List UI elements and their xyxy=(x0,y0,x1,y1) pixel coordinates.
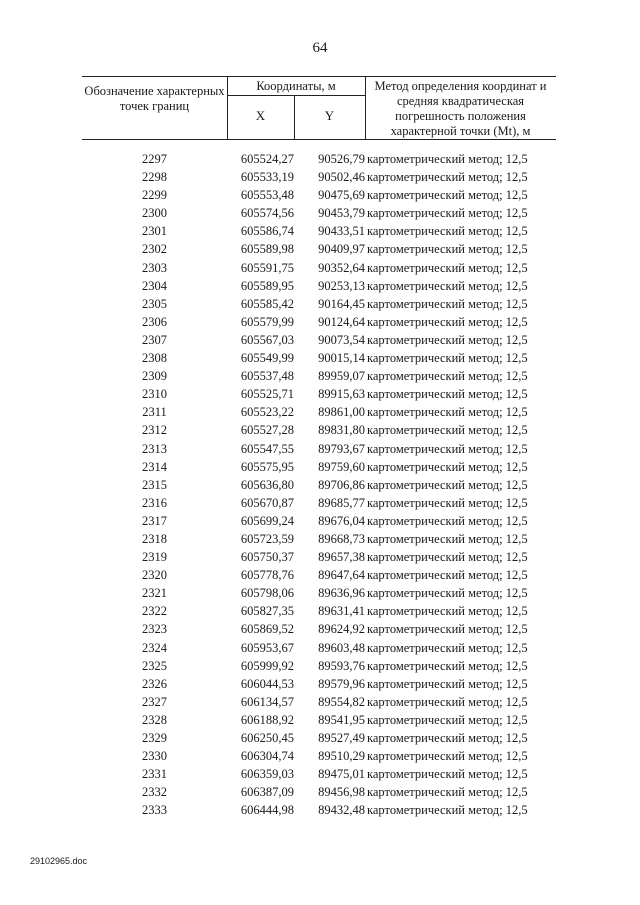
coord-y: 90253,13 xyxy=(318,278,365,293)
method-cell: картометрический метод; 12,5 xyxy=(367,459,528,474)
point-number: 2301 xyxy=(142,224,167,239)
point-number: 2308 xyxy=(142,351,167,366)
point-number: 2327 xyxy=(142,694,167,709)
point-number: 2297 xyxy=(142,152,167,166)
coord-y: 89554,82 xyxy=(318,694,365,709)
coord-y: 89685,77 xyxy=(318,495,365,510)
coord-x: 605953,67 xyxy=(240,640,294,655)
coord-x: 605527,28 xyxy=(240,423,294,438)
table-row xyxy=(82,385,556,403)
table-row xyxy=(82,440,556,458)
header-x: X xyxy=(255,108,266,123)
method-cell: картометрический метод; 12,5 xyxy=(367,622,528,637)
coord-x: 606250,45 xyxy=(240,731,294,745)
table-row xyxy=(82,367,556,385)
method-cell: картометрический метод; 12,5 xyxy=(367,785,528,800)
table-row xyxy=(82,331,556,349)
coord-x: 605549,99 xyxy=(240,351,294,366)
point-number: 2330 xyxy=(142,749,167,764)
table-row xyxy=(82,639,556,657)
method-cell: картометрический метод; 12,5 xyxy=(367,423,528,438)
point-number: 2325 xyxy=(142,658,167,673)
coord-y: 89631,41 xyxy=(318,604,365,619)
table-row xyxy=(82,458,556,476)
point-number: 2305 xyxy=(142,296,167,311)
point-number: 2320 xyxy=(142,568,167,583)
coord-y: 90015,14 xyxy=(318,351,365,366)
coord-y: 89668,73 xyxy=(318,531,365,546)
coord-x: 605589,98 xyxy=(240,242,294,257)
point-number: 2333 xyxy=(142,803,167,818)
coord-x: 605585,42 xyxy=(240,296,294,311)
point-number: 2317 xyxy=(142,513,167,528)
point-number: 2324 xyxy=(142,640,167,655)
method-cell: картометрический метод; 12,5 xyxy=(367,369,528,384)
coord-x: 606359,03 xyxy=(240,767,294,782)
coord-x: 605778,76 xyxy=(240,568,294,583)
coord-x: 605999,92 xyxy=(240,658,294,673)
coord-x: 606188,92 xyxy=(240,712,294,727)
coord-y: 89593,76 xyxy=(318,658,365,673)
point-number: 2318 xyxy=(142,531,167,546)
table-row xyxy=(82,295,556,313)
method-cell: картометрический метод; 12,5 xyxy=(367,604,528,619)
table-row xyxy=(82,620,556,638)
table-row xyxy=(82,783,556,801)
header-y: Y xyxy=(324,108,335,123)
coord-x: 605589,95 xyxy=(240,278,294,293)
method-cell: картометрический метод; 12,5 xyxy=(367,640,528,655)
table-row xyxy=(82,476,556,494)
header-point-label: Обозначение характерных точек границ xyxy=(84,84,225,113)
coord-y: 89647,64 xyxy=(318,568,365,583)
method-cell: картометрический метод; 12,5 xyxy=(367,188,528,203)
table-row xyxy=(82,602,556,620)
point-number: 2329 xyxy=(142,731,167,745)
method-cell: картометрический метод; 12,5 xyxy=(367,568,528,583)
coord-x: 605636,80 xyxy=(240,477,294,492)
point-number: 2313 xyxy=(142,441,167,456)
coord-x: 605574,56 xyxy=(240,206,294,221)
method-cell: картометрический метод; 12,5 xyxy=(367,296,528,311)
coord-y: 90453,79 xyxy=(318,206,365,221)
coord-x: 605553,48 xyxy=(240,188,294,203)
method-cell: картометрический метод; 12,5 xyxy=(367,152,528,166)
method-cell: картометрический метод; 12,5 xyxy=(367,586,528,601)
coord-y: 90409,97 xyxy=(318,242,365,257)
point-number: 2314 xyxy=(142,459,167,474)
method-cell: картометрический метод; 12,5 xyxy=(367,712,528,727)
coord-x: 605586,74 xyxy=(240,224,294,239)
coord-y: 90164,45 xyxy=(318,296,365,311)
point-number: 2309 xyxy=(142,369,167,384)
footer-filename: 29102965.doc xyxy=(30,856,88,866)
method-cell: картометрический метод; 12,5 xyxy=(367,531,528,546)
point-number: 2322 xyxy=(142,604,167,619)
table-row xyxy=(82,548,556,566)
method-cell: картометрический метод; 12,5 xyxy=(367,658,528,673)
table-row xyxy=(82,259,556,277)
table-row xyxy=(82,403,556,421)
header-coordinates: Координаты, м xyxy=(256,79,336,93)
table-row xyxy=(82,711,556,729)
coord-y: 90475,69 xyxy=(318,188,365,203)
method-cell: картометрический метод; 12,5 xyxy=(367,441,528,456)
coord-y: 89579,96 xyxy=(318,676,365,691)
point-number: 2332 xyxy=(142,785,167,800)
point-number: 2299 xyxy=(142,188,167,203)
coord-x: 605579,99 xyxy=(240,314,294,329)
coord-y: 89624,92 xyxy=(318,622,365,637)
method-cell: картометрический метод; 12,5 xyxy=(367,387,528,402)
coord-y: 89793,67 xyxy=(318,441,365,456)
table-row xyxy=(82,349,556,367)
coord-y: 90433,51 xyxy=(318,224,365,239)
point-number: 2315 xyxy=(142,477,167,492)
method-cell: картометрический метод; 12,5 xyxy=(367,550,528,565)
table-row xyxy=(82,168,556,186)
method-cell: картометрический метод; 12,5 xyxy=(367,477,528,492)
point-number: 2331 xyxy=(142,767,167,782)
method-cell: картометрический метод; 12,5 xyxy=(367,405,528,420)
table-row xyxy=(82,240,556,258)
point-number: 2302 xyxy=(142,242,167,257)
table-row xyxy=(82,222,556,240)
point-number: 2316 xyxy=(142,495,167,510)
method-cell: картометрический метод; 12,5 xyxy=(367,242,528,257)
table-row xyxy=(82,801,556,819)
coord-y: 90502,46 xyxy=(318,170,365,185)
point-number: 2300 xyxy=(142,206,167,221)
point-number: 2311 xyxy=(142,405,167,420)
coord-x: 605547,55 xyxy=(240,441,294,456)
method-cell: картометрический метод; 12,5 xyxy=(367,767,528,782)
method-cell: картометрический метод; 12,5 xyxy=(367,260,528,275)
method-cell: картометрический метод; 12,5 xyxy=(367,694,528,709)
method-cell: картометрический метод; 12,5 xyxy=(367,170,528,185)
point-number: 2312 xyxy=(142,423,167,438)
point-number: 2328 xyxy=(142,712,167,727)
coord-x: 605591,75 xyxy=(240,260,294,275)
table-row xyxy=(82,729,556,747)
coord-y: 89759,60 xyxy=(318,459,365,474)
coord-x: 605575,95 xyxy=(240,459,294,474)
table-row xyxy=(82,313,556,331)
coord-y: 89706,86 xyxy=(318,477,365,492)
coord-y: 89657,38 xyxy=(318,550,365,565)
coord-x: 605525,71 xyxy=(240,387,294,402)
coord-y: 89915,63 xyxy=(318,387,365,402)
coord-x: 606387,09 xyxy=(240,785,294,800)
coord-y: 90352,64 xyxy=(318,260,365,275)
coord-x: 605798,06 xyxy=(240,586,294,601)
coord-y: 89831,80 xyxy=(318,423,365,438)
method-cell: картометрический метод; 12,5 xyxy=(367,513,528,528)
method-cell: картометрический метод; 12,5 xyxy=(367,351,528,366)
coord-x: 605869,52 xyxy=(240,622,294,637)
coord-y: 90073,54 xyxy=(318,332,365,347)
header-bottom-rule xyxy=(82,139,556,140)
coord-y: 89603,48 xyxy=(318,640,365,655)
coord-x: 606304,74 xyxy=(240,749,294,764)
coord-x: 605524,27 xyxy=(240,152,294,166)
point-number: 2307 xyxy=(142,332,167,347)
coord-y: 89861,00 xyxy=(318,405,365,420)
method-cell: картометрический метод; 12,5 xyxy=(367,749,528,764)
method-cell: картометрический метод; 12,5 xyxy=(367,224,528,239)
coord-y: 90124,64 xyxy=(318,314,365,329)
table-row xyxy=(82,530,556,548)
point-number: 2303 xyxy=(142,260,167,275)
table-row xyxy=(82,186,556,204)
point-number: 2310 xyxy=(142,387,167,402)
header-top-rule xyxy=(82,76,556,77)
coord-x: 605827,35 xyxy=(240,604,294,619)
point-number: 2319 xyxy=(142,550,167,565)
coord-y: 89527,49 xyxy=(318,731,365,745)
point-number: 2323 xyxy=(142,622,167,637)
table-row xyxy=(82,747,556,765)
table-row xyxy=(82,584,556,602)
table-row xyxy=(82,566,556,584)
coord-y: 89676,04 xyxy=(318,513,365,528)
table-row xyxy=(82,204,556,222)
coord-y: 89541,95 xyxy=(318,712,365,727)
method-cell: картометрический метод; 12,5 xyxy=(367,495,528,510)
table-row xyxy=(82,693,556,711)
coord-x: 605533,19 xyxy=(240,170,294,185)
point-number: 2321 xyxy=(142,586,167,601)
table-row xyxy=(82,150,556,168)
table-row xyxy=(82,421,556,439)
method-cell: картометрический метод; 12,5 xyxy=(367,278,528,293)
coord-y: 89959,07 xyxy=(318,369,365,384)
coord-x: 605670,87 xyxy=(240,495,294,510)
coord-x: 605523,22 xyxy=(240,405,294,420)
coord-y: 89432,48 xyxy=(318,803,365,818)
coord-y: 90526,79 xyxy=(318,152,365,166)
coord-y: 89475,01 xyxy=(318,767,365,782)
coord-x: 606444,98 xyxy=(240,803,294,818)
coord-x: 605567,03 xyxy=(240,332,294,347)
coord-x: 605537,48 xyxy=(240,369,294,384)
table-row xyxy=(82,494,556,512)
table-row xyxy=(82,657,556,675)
method-cell: картометрический метод; 12,5 xyxy=(367,206,528,221)
header-method: Метод определения координат и средняя квадратическая погрешность положения характерной точки (Mt), м xyxy=(374,79,547,138)
method-cell: картометрический метод; 12,5 xyxy=(367,332,528,347)
coord-y: 89510,29 xyxy=(318,749,365,764)
coord-y: 89636,96 xyxy=(318,586,365,601)
page-number: 64 xyxy=(312,40,328,56)
method-cell: картометрический метод; 12,5 xyxy=(367,803,528,818)
coord-x: 606134,57 xyxy=(240,694,294,709)
point-number: 2298 xyxy=(142,170,167,185)
point-number: 2304 xyxy=(142,278,167,293)
coord-x: 606044,53 xyxy=(240,676,294,691)
table-row xyxy=(82,512,556,530)
coord-x: 605750,37 xyxy=(240,550,294,565)
header-coord-rule xyxy=(227,95,365,96)
method-cell: картометрический метод; 12,5 xyxy=(367,731,528,745)
method-cell: картометрический метод; 12,5 xyxy=(367,314,528,329)
coord-y: 89456,98 xyxy=(318,785,365,800)
point-number: 2326 xyxy=(142,676,167,691)
table-body xyxy=(82,150,556,819)
table-row xyxy=(82,765,556,783)
table-row xyxy=(82,675,556,693)
coord-x: 605699,24 xyxy=(240,513,294,528)
coord-x: 605723,59 xyxy=(240,531,294,546)
point-number: 2306 xyxy=(142,314,167,329)
table-row xyxy=(82,277,556,295)
method-cell: картометрический метод; 12,5 xyxy=(367,676,528,691)
